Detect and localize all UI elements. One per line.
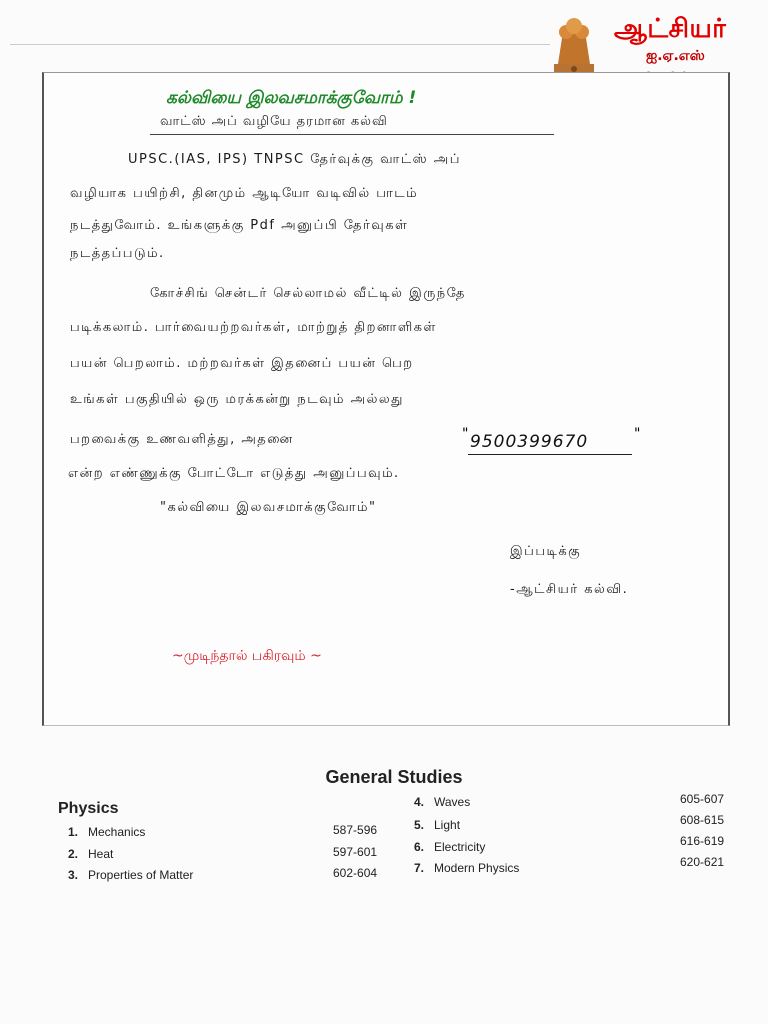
toc-section-heading: Physics bbox=[58, 800, 119, 817]
signoff-line: இப்படிக்கு bbox=[510, 544, 582, 559]
toc-item[interactable] bbox=[414, 795, 470, 809]
letter-line: UPSC.(IAS, IPS) TNPSC தேர்வுக்கு வாட்ஸ் அப் bbox=[128, 152, 461, 167]
letter-line: படிக்கலாம். பார்வையற்றவர்கள், மாற்றுத் திறனாளிகள் bbox=[70, 320, 437, 335]
toc-item-label: Properties of Matter bbox=[88, 868, 194, 882]
toc-item-number: 7. bbox=[414, 861, 425, 875]
toc-item-pages: 605-607 bbox=[680, 792, 725, 806]
letter-line: என்ற எண்ணுக்கு போட்டோ எடுத்து அனுப்பவும். bbox=[68, 466, 400, 481]
toc-item-label: Electricity bbox=[434, 840, 486, 854]
toc-item-pages: 597-601 bbox=[333, 845, 378, 859]
subheading-underline bbox=[150, 134, 554, 135]
phone-quote-close: " bbox=[634, 426, 641, 442]
toc-item-number: 3. bbox=[68, 868, 79, 882]
toc-item-number: 5. bbox=[414, 818, 425, 832]
toc-item-label: Light bbox=[434, 818, 461, 832]
toc-item-pages: 616-619 bbox=[680, 834, 725, 848]
toc-item[interactable] bbox=[68, 825, 145, 839]
toc-item-label: Modern Physics bbox=[434, 861, 520, 875]
toc-item-pages: 620-621 bbox=[680, 855, 725, 869]
logo-subtitle: ஐ.ஏ.எஸ் bbox=[646, 48, 705, 64]
share-note: ~முடிந்தால் பகிரவும் ~ bbox=[172, 648, 322, 664]
toc-item-pages: 602-604 bbox=[333, 866, 378, 880]
toc-item[interactable] bbox=[414, 818, 460, 832]
signoff-name: -ஆட்சியர் கல்வி. bbox=[510, 582, 629, 597]
toc-title bbox=[0, 767, 768, 788]
letter-line: உங்கள் பகுதியில் ஒரு மரக்கன்று நடவும் அல்லது bbox=[70, 392, 404, 407]
phone-underline bbox=[468, 454, 632, 455]
letter-line: வழியாக பயிற்சி, தினமும் ஆடியோ வடிவில் பாடம் bbox=[70, 186, 419, 201]
letter-line: பயன் பெறலாம். மற்றவர்கள் இதனைப் பயன் பெற bbox=[70, 356, 414, 371]
logo-title: ஆட்சியர் bbox=[614, 14, 727, 44]
scan-edge-line bbox=[10, 44, 550, 45]
toc-item-number: 1. bbox=[68, 825, 79, 839]
toc-item-label: Waves bbox=[434, 795, 471, 809]
toc-item-number: 2. bbox=[68, 847, 79, 861]
phone-number: 9500399670 bbox=[470, 432, 589, 452]
letter-line: பறவைக்கு உணவளித்து, அதனை bbox=[70, 432, 294, 447]
letter-line: கோச்சிங் சென்டர் செல்லாமல் வீட்டில் இருந்தே bbox=[150, 286, 466, 301]
toc-item[interactable] bbox=[68, 847, 113, 861]
toc-item[interactable] bbox=[414, 840, 485, 854]
toc-title-text: General Studies bbox=[325, 767, 463, 787]
toc-item-number: 6. bbox=[414, 840, 425, 854]
toc-item-label: Mechanics bbox=[88, 825, 146, 839]
letter-heading: கல்வியை இலவசமாக்குவோம் ! bbox=[166, 88, 417, 108]
letter-line: நடத்தப்படும். bbox=[70, 246, 165, 261]
toc-item-label: Heat bbox=[88, 847, 114, 861]
letter-motto: "கல்வியை இலவசமாக்குவோம்" bbox=[160, 500, 377, 515]
letter-line: நடத்துவோம். உங்களுக்கு Pdf அனுப்பி தேர்வுகள் bbox=[70, 218, 409, 233]
phone-quote-open: " bbox=[462, 426, 469, 442]
toc-item[interactable] bbox=[68, 868, 193, 882]
toc-item-pages: 587-596 bbox=[333, 823, 378, 837]
toc-item-pages: 608-615 bbox=[680, 813, 725, 827]
letter-subheading: வாட்ஸ் அப் வழியே தரமான கல்வி bbox=[160, 114, 388, 129]
toc-item[interactable] bbox=[414, 861, 519, 875]
toc-item-number: 4. bbox=[414, 795, 425, 809]
